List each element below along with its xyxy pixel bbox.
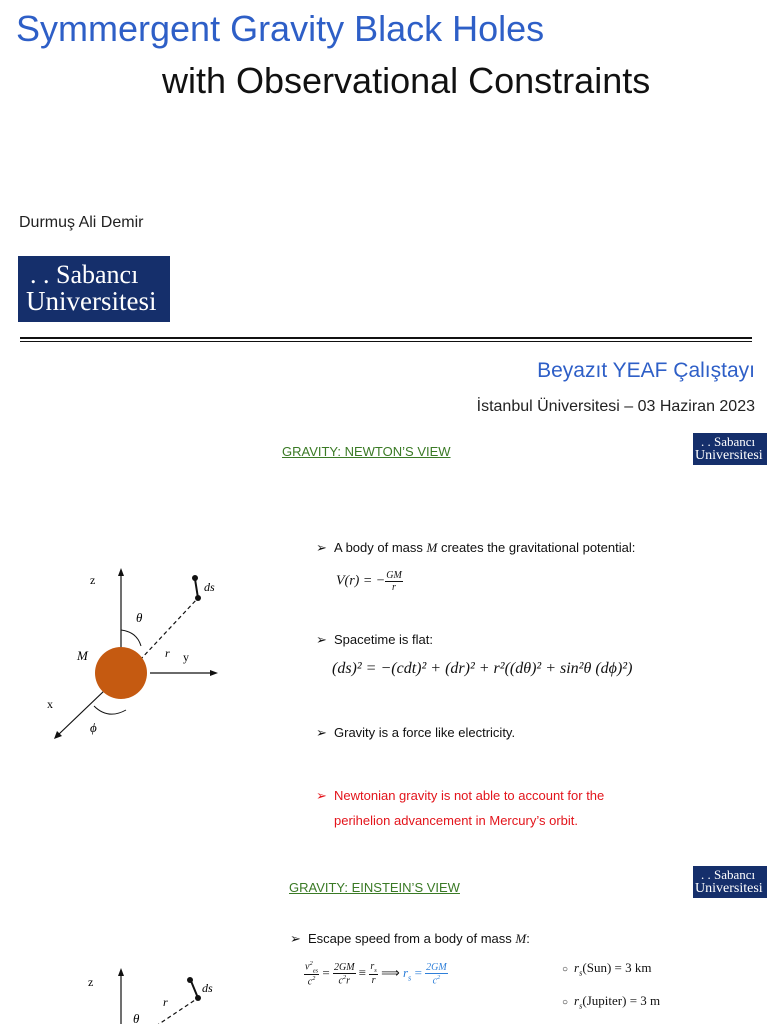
bullet-escape-speed: ➢ Escape speed from a body of mass M: — [290, 931, 530, 946]
section-title-newton: GRAVITY: NEWTON’S VIEW — [282, 444, 451, 459]
logo-small-line-2: Universitesi — [695, 448, 763, 463]
z-axis-arrowhead — [118, 968, 124, 976]
logo-line-2: Universitesi — [26, 286, 157, 316]
circle-bullet-icon: ○ — [562, 997, 569, 1008]
bullet-mass-potential: ➢ A body of mass M creates the gravitational potential: — [316, 540, 636, 555]
divider-rule-bottom — [20, 341, 752, 342]
ds-label: ds — [202, 981, 213, 995]
arrow-bullet-icon: ➢ — [290, 931, 301, 946]
z-axis-arrowhead — [118, 568, 124, 576]
sabanci-logo-small — [693, 433, 767, 465]
author-name: Durmuş Ali Demir — [19, 214, 144, 231]
r-label: r — [163, 995, 168, 1009]
equation-escape-speed: $\frac{v^2_{es}}{c^2}$ = $\frac{2GM}{c^2r}$ ≡ $\frac{r_s}{r}$ ⟹ $r_s$ = $\frac{2GM}{c^2}$ — [305, 960, 447, 988]
title-line-2: with Observational Constraints — [162, 60, 651, 101]
arrow-bullet-icon: ➢ — [316, 788, 327, 803]
newton-coordinate-diagram — [40, 560, 240, 750]
theta-label: θ — [136, 610, 143, 625]
y-label: y — [183, 650, 189, 664]
sabanci-logo — [18, 256, 170, 322]
y-axis-arrowhead — [210, 670, 218, 676]
phi-arc — [94, 706, 126, 714]
bullet-gravity-force: ➢ Gravity is a force like electricity. — [316, 725, 516, 740]
equation-potential: V(r) = − $\frac{GM}{r}$ — [336, 570, 402, 593]
equation-flat-metric: (ds)² = −(cdt)² + (dr)² + r²((dθ)² + sin²θ (dϕ)²) — [332, 660, 633, 677]
arrow-bullet-icon: ➢ — [316, 725, 327, 740]
r-label: r — [165, 646, 170, 660]
ds-point-lower — [195, 595, 201, 601]
theta-arc — [121, 630, 141, 646]
sub-bullet-jupiter: ○ $r_s(Jupiter) = 3$ m — [562, 993, 661, 1011]
radius-line — [150, 998, 198, 1024]
logo-small-line-1: . . Sabancı — [701, 867, 756, 882]
ds-point-upper — [187, 977, 193, 983]
title-line-1: Symmergent Gravity Black Holes — [16, 8, 545, 49]
bullet-mercury-warning: ➢ Newtonian gravity is not able to account for the — [316, 788, 605, 803]
z-label: z — [90, 573, 96, 587]
section-title-einstein: GRAVITY: EINSTEIN’S VIEW — [289, 880, 460, 895]
logo-small-line-2: Universitesi — [695, 881, 763, 896]
event-name: Beyazıt YEAF Çalıştayı — [537, 359, 755, 382]
logo-line-1: . . Sabancı — [30, 260, 139, 289]
divider-rule-top — [20, 337, 752, 339]
z-label: z — [88, 975, 94, 989]
sabanci-logo-small-2 — [693, 866, 767, 898]
x-label: x — [47, 697, 53, 711]
theta-label: θ — [133, 1011, 140, 1024]
phi-label: ϕ — [90, 720, 97, 735]
mass-sphere — [95, 647, 147, 699]
ds-label: ds — [204, 580, 215, 594]
logo-small-line-1: . . Sabancı — [701, 434, 756, 449]
bullet-flat-spacetime: ➢ Spacetime is flat: — [316, 632, 433, 647]
circle-bullet-icon: ○ — [562, 964, 569, 975]
sub-bullet-sun: ○ $r_s(Sun) = 3$ km — [562, 960, 652, 978]
event-venue-date: İstanbul Üniversitesi – 03 Haziran 2023 — [476, 398, 755, 415]
arrow-bullet-icon: ➢ — [316, 632, 327, 647]
ds-point-lower — [195, 995, 201, 1001]
bullet-mercury-warning-cont: perihelion advancement in Mercury’s orbit. — [334, 813, 578, 828]
x-axis — [58, 690, 105, 735]
arrow-bullet-icon: ➢ — [316, 540, 327, 555]
mass-label: M — [77, 648, 88, 663]
ds-point-upper — [192, 575, 198, 581]
einstein-coordinate-diagram — [40, 960, 240, 1024]
